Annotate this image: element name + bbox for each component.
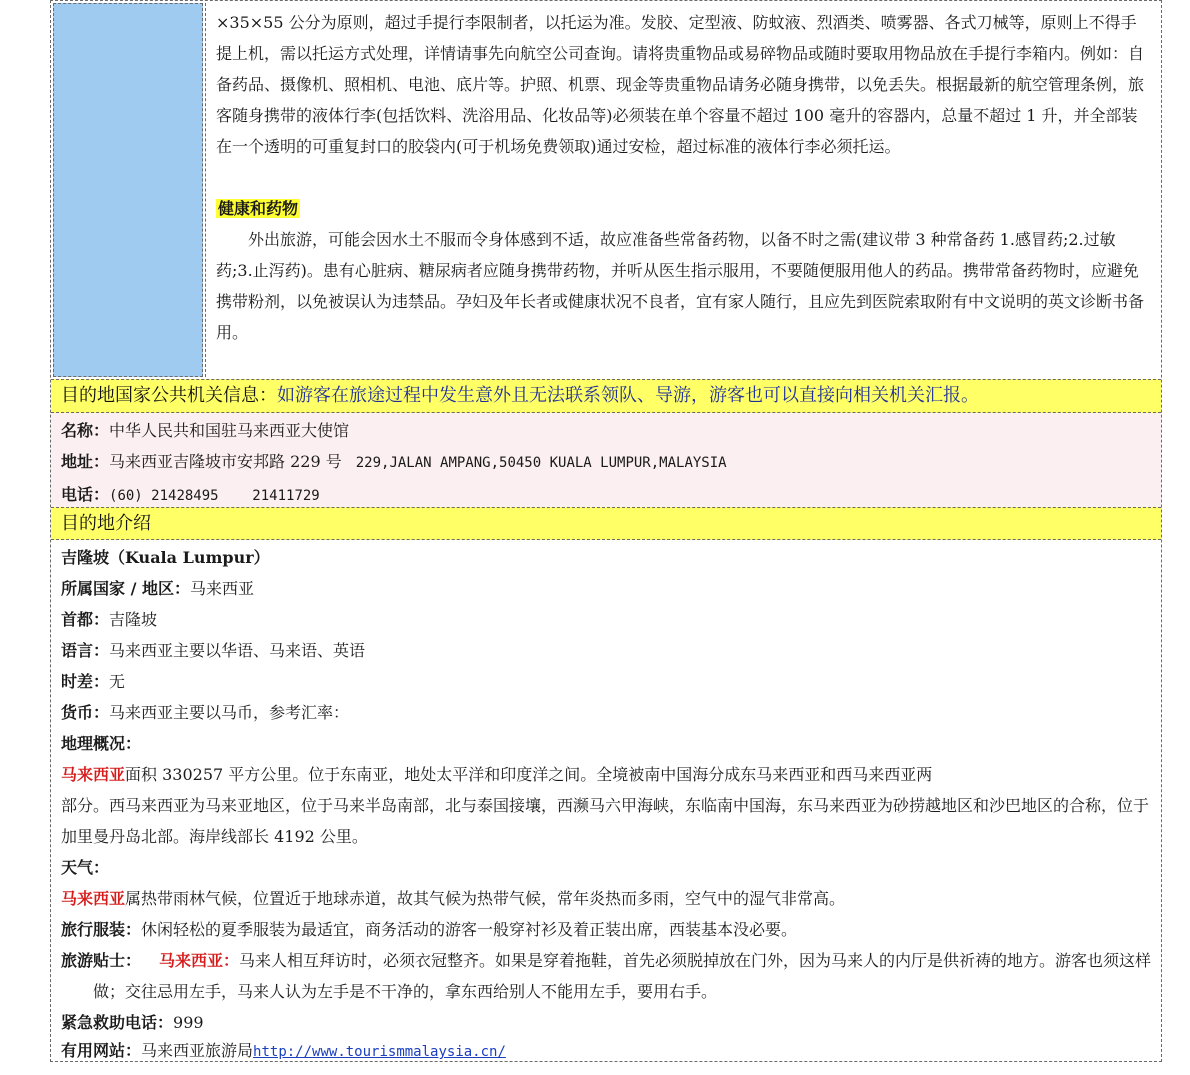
weather-label: 天气： bbox=[61, 858, 110, 877]
website-row bbox=[61, 1038, 1153, 1065]
public-info-message: 如游客在旅途过程中发生意外且无法联系领队、导游，游客也可以直接向相关机关汇报。 bbox=[277, 385, 979, 406]
embassy-name-label: 名称： bbox=[61, 421, 110, 440]
embassy-address-label: 地址： bbox=[61, 452, 110, 471]
embassy-address-row bbox=[61, 446, 1161, 479]
geography-line-1 bbox=[61, 759, 1153, 790]
document-page bbox=[50, 0, 1162, 1062]
destination-intro-block bbox=[51, 540, 1161, 1062]
tips-row bbox=[61, 945, 1153, 1007]
intro-header-banner: 目的地介绍 bbox=[51, 507, 1161, 540]
embassy-name-row bbox=[61, 415, 1161, 446]
country-row bbox=[61, 573, 1153, 604]
currency-label: 货币： bbox=[61, 703, 110, 722]
embassy-phone-value: (60) 21428495 21411729 bbox=[109, 488, 320, 504]
geography-label: 地理概况： bbox=[61, 734, 142, 753]
luggage-health-row bbox=[51, 1, 1161, 379]
blue-label-cell bbox=[53, 3, 203, 377]
country-label: 所属国家 / 地区： bbox=[61, 579, 190, 598]
emergency-value: 999 bbox=[173, 1013, 204, 1032]
currency-row bbox=[61, 697, 1153, 728]
weather-country-name: 马来西亚 bbox=[61, 889, 126, 908]
city-title: 吉隆坡（Kuala Lumpur） bbox=[61, 548, 270, 567]
website-name: 马来西亚旅游局 bbox=[141, 1041, 254, 1060]
tips-label: 旅游贴士： bbox=[61, 951, 142, 970]
weather-text: 属热带雨林气候，位置近于地球赤道，故其气候为热带气候，常年炎热而多雨，空气中的湿气非常高。 bbox=[125, 889, 846, 908]
currency-value: 马来西亚主要以马币，参考汇率： bbox=[109, 703, 350, 722]
country-value: 马来西亚 bbox=[190, 579, 255, 598]
health-paragraph: 外出旅游，可能会因水土不服而令身体感到不适，故应准备些常备药物，以备不时之需(建议带 3 种常备药 1.感冒药;2.过敏药;3.止泻药)。患有心脏病、糖尿病者应随身携带药物，并听从医生指示服用，不要随便服用他人的药品。携带常备药物时，应避免携带粉剂，以免被误认为违禁品。孕妇及年长者或健康状况不良者，宜有家人随行，且应先到医院索取附有中文说明的英文诊断书备用。 bbox=[216, 230, 1145, 342]
embassy-name-value: 中华人民共和国驻马来西亚大使馆 bbox=[109, 421, 350, 440]
health-title-highlight: 健康和药物 bbox=[218, 199, 299, 218]
geography-text-1: 面积 330257 平方公里。位于东南亚，地处太平洋和印度洋之间。全境被南中国海分成东马来西亚和西马来西亚两 bbox=[125, 765, 933, 784]
timezone-value: 无 bbox=[109, 672, 126, 691]
language-label: 语言： bbox=[61, 641, 110, 660]
capital-label: 首都： bbox=[61, 610, 110, 629]
language-value: 马来西亚主要以华语、马来语、英语 bbox=[109, 641, 366, 660]
health-section-title bbox=[216, 193, 1149, 224]
luggage-paragraph: ×35×55 公分为原则，超过手提行李限制者，以托运为准。发胶、定型液、防蚊液、烈酒类、喷雾器、各式刀械等，原则上不得手提上机，需以托运方式处理，详情请事先向航空公司查询。请将贵重物品或易碎物品或随时要取用物品放在手提行李箱内。例如：自备药品、摄像机、照相机、电池、底片等。护照、机票、现金等贵重物品请务必随身携带，以免丢失。根据最新的航空管理条例，旅客随身携带的液体行李(包括饮料、洗浴用品、化妆品等)必须装在单个容量不超过 100 毫升的容器内，总量不超过 1 升，并全部装在一个透明的可重复封口的胶袋内(可于机场免费领取)通过安检，超过标准的液体行李必须托运。 bbox=[216, 13, 1145, 156]
embassy-address-en: 229,JALAN AMPANG,50450 KUALA LUMPUR,MALAYSIA bbox=[355, 455, 727, 471]
embassy-address-cn: 马来西亚吉隆坡市安邦路 229 号 bbox=[109, 452, 342, 471]
emergency-label: 紧急救助电话： bbox=[61, 1013, 174, 1032]
embassy-info-block bbox=[51, 413, 1161, 507]
capital-row bbox=[61, 604, 1153, 635]
geography-country-name: 马来西亚 bbox=[61, 765, 126, 784]
capital-value: 吉隆坡 bbox=[109, 610, 158, 629]
clothing-label: 旅行服装： bbox=[61, 920, 142, 939]
tips-country-name: 马来西亚： bbox=[159, 951, 240, 970]
timezone-label: 时差： bbox=[61, 672, 110, 691]
public-info-label: 目的地国家公共机关信息： bbox=[61, 385, 277, 406]
public-info-banner bbox=[51, 379, 1161, 413]
website-link[interactable]: http://www.tourismmalaysia.cn/ bbox=[253, 1044, 506, 1060]
geography-line-2: 部分。西马来西亚为马来亚地区，位于马来半岛南部，北与泰国接壤，西濒马六甲海峡，东临南中国海，东马来西亚为砂捞越地区和沙巴地区的合称，位于加里曼丹岛北部。海岸线部长 4192 公里。 bbox=[61, 796, 1150, 846]
luggage-health-cell bbox=[205, 3, 1157, 377]
language-row bbox=[61, 635, 1153, 666]
weather-row bbox=[61, 883, 1153, 914]
embassy-phone-label: 电话： bbox=[61, 485, 110, 504]
emergency-row bbox=[61, 1007, 1153, 1038]
tips-text: 马来人相互拜访时，必须衣冠整齐。如果是穿着拖鞋，首先必须脱掉放在门外，因为马来人的内厅是供祈祷的地方。游客也须这样做；交往忌用左手，马来人认为左手是不干净的，拿东西给别人不能用左手，要用右手。 bbox=[93, 951, 1152, 1001]
clothing-row bbox=[61, 914, 1153, 945]
clothing-text: 休闲轻松的夏季服装为最适宜，商务活动的游客一般穿衬衫及着正装出席，西装基本没必要。 bbox=[141, 920, 798, 939]
timezone-row bbox=[61, 666, 1153, 697]
website-label: 有用网站： bbox=[61, 1041, 142, 1060]
